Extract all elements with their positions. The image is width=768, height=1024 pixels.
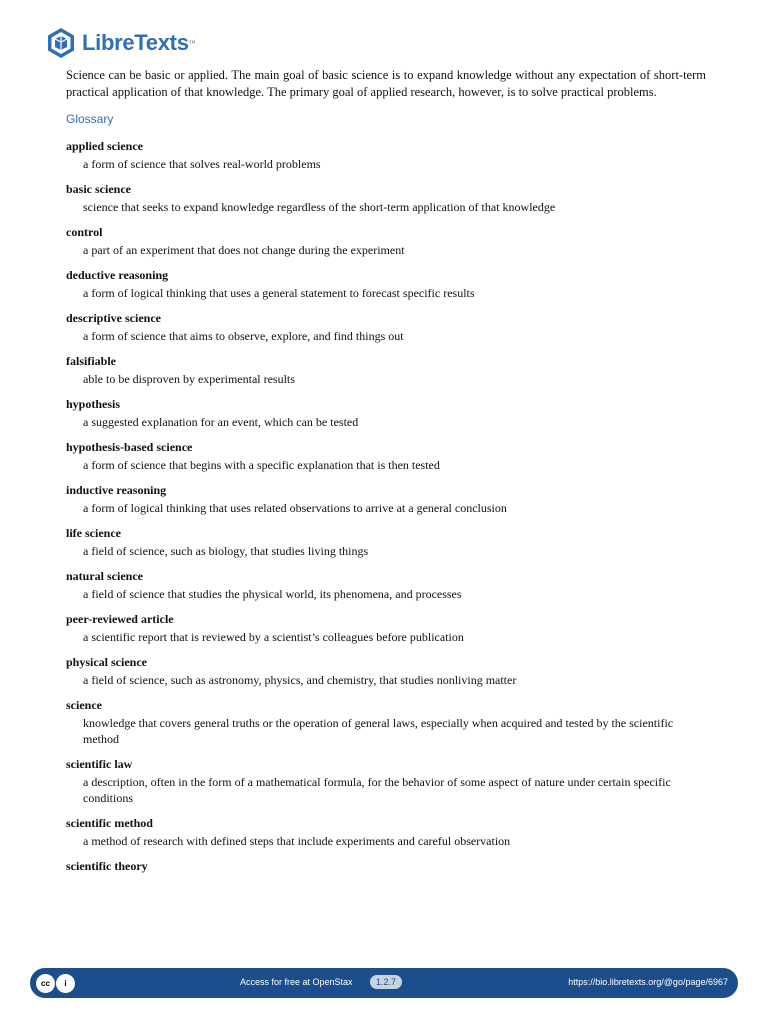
glossary-entry (66, 698, 706, 747)
glossary-term: hypothesis-based science (66, 440, 193, 454)
glossary-term: physical science (66, 655, 147, 669)
glossary-definition: able to be disproven by experimental results (83, 372, 295, 386)
glossary-term: inductive reasoning (66, 483, 167, 497)
glossary-entry (66, 612, 706, 645)
glossary-definition: a form of logical thinking that uses a general statement to forecast specific results (83, 286, 475, 300)
glossary-term: scientific law (66, 757, 133, 771)
glossary-definition: a form of science that begins with a specific explanation that is then tested (83, 458, 440, 472)
glossary-entry (66, 816, 706, 849)
glossary-term: falsifiable (66, 354, 116, 368)
glossary-entry (66, 182, 706, 215)
libretexts-logo[interactable] (46, 26, 196, 60)
brand-name: LibreTexts (82, 30, 189, 55)
glossary-entry (66, 397, 706, 430)
glossary-term: descriptive science (66, 311, 161, 325)
glossary-term: scientific method (66, 816, 153, 830)
glossary-entry (66, 354, 706, 387)
glossary-entry (66, 757, 706, 806)
access-text: Access for free at OpenStax (240, 977, 353, 987)
glossary-term: applied science (66, 139, 143, 153)
glossary-entry (66, 440, 706, 473)
glossary-entry (66, 225, 706, 258)
glossary-definition: science that seeks to expand knowledge regardless of the short-term application of that knowledge (83, 200, 556, 214)
glossary-term: science (66, 698, 102, 712)
glossary-definition: a form of science that solves real-world problems (83, 157, 321, 171)
glossary-definition: a field of science, such as astronomy, physics, and chemistry, that studies nonliving matter (83, 673, 517, 687)
glossary-definition: a scientific report that is reviewed by a scientist’s colleagues before publication (83, 630, 464, 644)
glossary-definition: a suggested explanation for an event, which can be tested (83, 415, 359, 429)
glossary-definition: knowledge that covers general truths or the operation of general laws, especially when acquired and tested by the scientific method (83, 716, 674, 746)
version-badge: 1.2.7 (370, 975, 402, 989)
glossary-definition: a description, often in the form of a mathematical formula, for the behavior of some aspect of nature under certain specific conditions (83, 775, 671, 805)
glossary-definition: a method of research with defined steps that include experiments and careful observation (83, 834, 511, 848)
glossary-entry (66, 139, 706, 172)
cc-license-badge[interactable] (36, 972, 78, 994)
glossary-entry (66, 655, 706, 688)
libretexts-hexagon-icon (46, 27, 76, 59)
glossary-term: hypothesis (66, 397, 121, 411)
intro-paragraph: Science can be basic or applied. The main goal of basic science is to expand knowledge without any expectation of short-term practical application of that knowledge. The primary goal of applied research, however, is to solve practical problems. (66, 68, 706, 99)
glossary-entry (66, 311, 706, 344)
footer-bar (30, 968, 738, 998)
glossary-term: deductive reasoning (66, 268, 169, 282)
glossary-entry (66, 526, 706, 559)
glossary-definition: a field of science that studies the physical world, its phenomena, and processes (83, 587, 462, 601)
cc-icon: cc (36, 974, 55, 993)
glossary-definition: a form of science that aims to observe, explore, and find things out (83, 329, 404, 343)
glossary-term: life science (66, 526, 121, 540)
glossary-definition: a part of an experiment that does not change during the experiment (83, 243, 405, 257)
glossary-term: peer-reviewed article (66, 612, 174, 626)
page-url-link[interactable]: https://bio.libretexts.org/@go/page/6967 (568, 977, 728, 987)
glossary-term: control (66, 225, 103, 239)
glossary-entry (66, 268, 706, 301)
glossary-entry (66, 569, 706, 602)
glossary-term: natural science (66, 569, 143, 583)
glossary-definition: a field of science, such as biology, that studies living things (83, 544, 369, 558)
brand-trademark: ™ (188, 39, 196, 47)
attribution-icon: i (56, 974, 75, 993)
glossary-term: scientific theory (66, 859, 148, 873)
glossary-entry (66, 483, 706, 516)
glossary-list (66, 139, 706, 884)
glossary-definition: a form of logical thinking that uses related observations to arrive at a general conclusion (83, 501, 507, 515)
glossary-entry (66, 859, 706, 874)
glossary-term: basic science (66, 182, 131, 196)
glossary-heading: Glossary (66, 112, 114, 126)
